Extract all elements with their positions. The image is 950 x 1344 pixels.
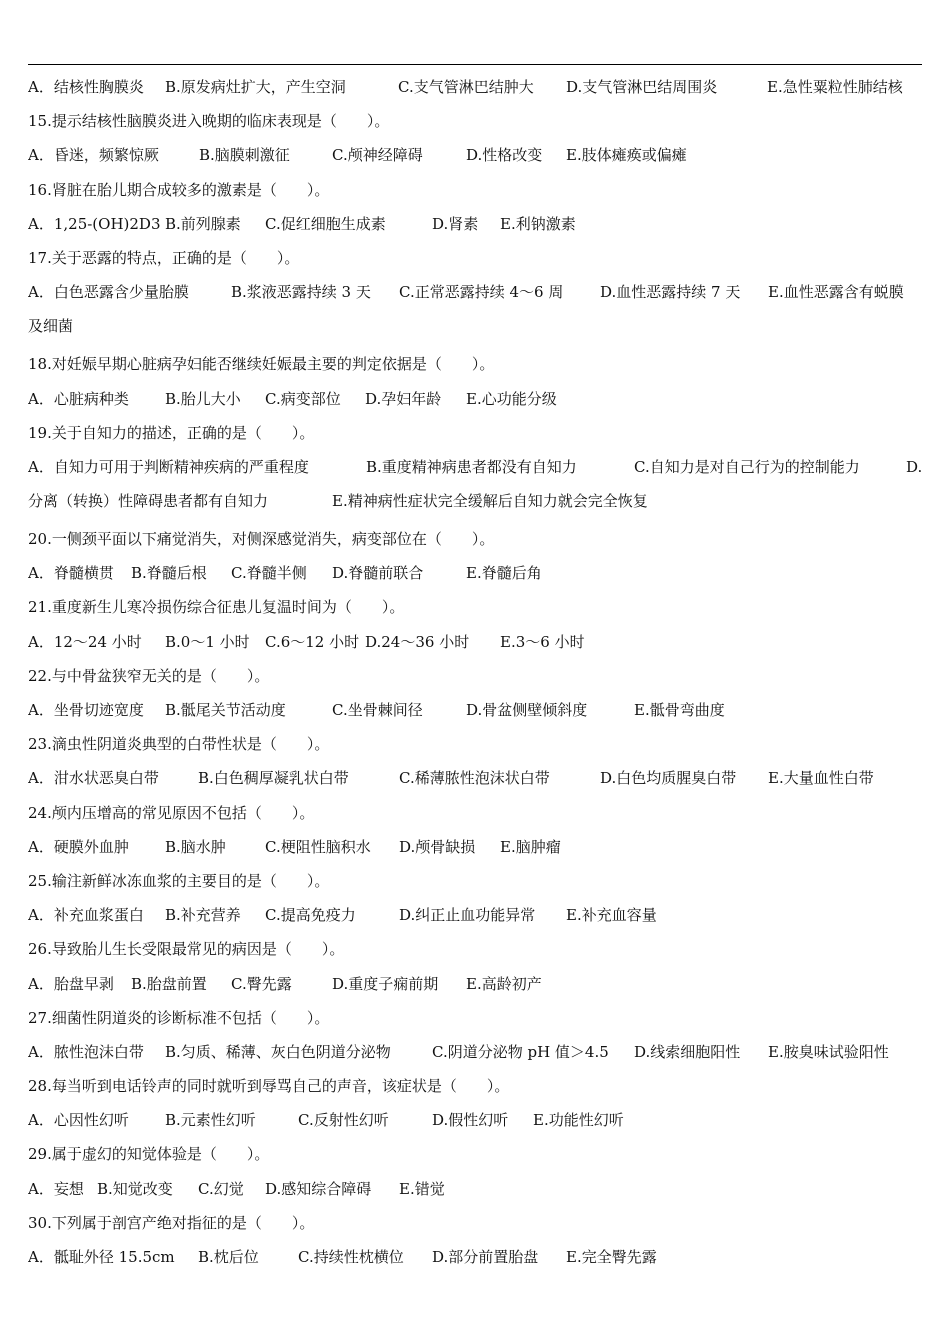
answer-option: A．自知力可用于判断精神疾病的严重程度 xyxy=(28,457,309,476)
continuation-text: 及细菌 xyxy=(28,317,74,336)
answer-options-line xyxy=(28,450,928,484)
answer-option: B.元素性幻听 xyxy=(165,1111,256,1130)
answer-option: C.自知力是对自己行为的控制能力 xyxy=(634,457,860,476)
answer-option: B.白色稠厚凝乳状白带 xyxy=(198,769,349,788)
question-stem: 28.每当听到电话铃声的同时就听到辱骂自己的声音，该症状是（ ）。 xyxy=(28,1077,510,1096)
answer-option: D.颅骨缺损 xyxy=(399,837,476,856)
document-body xyxy=(28,70,928,1274)
answer-option: C.阴道分泌物 pH 值＞4.5 xyxy=(432,1042,609,1061)
answer-option: D.假性幻听 xyxy=(432,1111,509,1130)
answer-option: B.匀质、稀薄、灰白色阴道分泌物 xyxy=(165,1042,391,1061)
answer-option: A．结核性胸膜炎 xyxy=(28,78,144,96)
answer-option: D.支气管淋巴结周围炎 xyxy=(566,78,718,96)
answer-options-line xyxy=(28,207,928,241)
answer-options-line xyxy=(28,898,928,932)
answer-options-line xyxy=(28,556,928,590)
answer-option: E.补充血容量 xyxy=(566,906,657,925)
answer-option: B.前列腺素 xyxy=(165,214,241,233)
answer-option: C.促红细胞生成素 xyxy=(265,214,386,233)
answer-option: B.知觉改变 xyxy=(97,1179,173,1198)
answer-option: E.胺臭味试验阳性 xyxy=(768,1042,889,1061)
answer-option: D.线索细胞阳性 xyxy=(634,1042,741,1061)
answer-option: D.部分前置胎盘 xyxy=(432,1248,539,1266)
question-stem: 26.导致胎儿生长受限最常见的病因是（ ）。 xyxy=(28,940,345,959)
answer-option: E.心功能分级 xyxy=(466,389,557,408)
question-stem: 24.颅内压增高的常见原因不包括（ ）。 xyxy=(28,803,315,822)
answer-option: C.稀薄脓性泡沫状白带 xyxy=(399,769,550,788)
answer-options-line xyxy=(28,275,928,309)
answer-option: D.孕妇年龄 xyxy=(365,389,442,408)
answer-option: D.肾素 xyxy=(432,214,479,233)
answer-options-line xyxy=(28,830,928,864)
answer-option: C.正常恶露持续 4～6 周 xyxy=(399,283,564,302)
answer-option: D.性格改变 xyxy=(466,146,543,165)
answer-option: B.胎儿大小 xyxy=(165,389,241,408)
question-stem: 19.关于自知力的描述，正确的是（ ）。 xyxy=(28,423,315,442)
question-stem: 23.滴虫性阴道炎典型的白带性状是（ ）。 xyxy=(28,735,330,754)
answer-option: D. xyxy=(906,457,923,476)
question-stem: 22.与中骨盆狭窄无关的是（ ）。 xyxy=(28,666,270,685)
answer-options-line xyxy=(28,484,928,522)
answer-option: E.脑肿瘤 xyxy=(500,837,561,856)
answer-option: E.精神病性症状完全缓解后自知力就会完全恢复 xyxy=(332,492,648,511)
answer-option: C.提高免疫力 xyxy=(265,906,356,925)
answer-option: B.脑膜刺激征 xyxy=(199,146,290,165)
answer-option: E.骶骨弯曲度 xyxy=(634,701,725,719)
answer-option: A．胎盘早剥 xyxy=(28,974,114,993)
answer-option: 分离（转换）性障碍患者都有自知力 xyxy=(28,492,269,511)
answer-options-line xyxy=(28,1240,928,1274)
answer-option: B.枕后位 xyxy=(198,1248,259,1266)
answer-option: E.3～6 小时 xyxy=(500,632,585,651)
question-stem: 17.关于恶露的特点，正确的是（ ）。 xyxy=(28,248,300,267)
answer-option: E.急性粟粒性肺结核 xyxy=(767,78,903,96)
answer-option: E.大量血性白带 xyxy=(768,769,874,788)
answer-option: C.幻觉 xyxy=(198,1179,244,1198)
answer-options-line xyxy=(28,761,928,795)
answer-options-line xyxy=(28,1103,928,1137)
answer-options-line xyxy=(28,138,928,172)
answer-option: E.高龄初产 xyxy=(466,974,542,993)
answer-option: C.臀先露 xyxy=(231,974,292,993)
answer-option: E.错觉 xyxy=(399,1179,445,1198)
answer-option: E.利钠激素 xyxy=(500,214,576,233)
answer-option: A．补充血浆蛋白 xyxy=(28,906,144,925)
answer-option: A．白色恶露含少量胎膜 xyxy=(28,283,189,302)
answer-option: B.补充营养 xyxy=(165,906,241,925)
answer-option: B.原发病灶扩大，产生空洞 xyxy=(165,78,346,96)
answer-option: B.0～1 小时 xyxy=(165,632,250,651)
answer-option: E.血性恶露含有蜕膜 xyxy=(768,283,904,302)
answer-option: C.支气管淋巴结肿大 xyxy=(398,78,534,96)
answer-option: A．心脏病种类 xyxy=(28,389,129,408)
answer-option: C.持续性枕横位 xyxy=(298,1248,404,1266)
answer-option: A．脊髓横贯 xyxy=(28,564,114,583)
header-rule xyxy=(28,64,922,65)
answer-option: C.6～12 小时 xyxy=(265,632,360,651)
question-stem: 30.下列属于剖宫产绝对指征的是（ ）。 xyxy=(28,1213,315,1232)
answer-option: A．心因性幻听 xyxy=(28,1111,129,1130)
question-stem: 29.属于虚幻的知觉体验是（ ）。 xyxy=(28,1145,270,1164)
question-stem: 20.一侧颈平面以下痛觉消失，对侧深感觉消失，病变部位在（ ）。 xyxy=(28,530,495,549)
answer-option: D.重度子痫前期 xyxy=(332,974,439,993)
answer-option: B.脑水肿 xyxy=(165,837,226,856)
answer-option: A．昏迷，频繁惊厥 xyxy=(28,146,159,165)
answer-option: A．脓性泡沫白带 xyxy=(28,1042,144,1061)
answer-option: E.功能性幻听 xyxy=(533,1111,624,1130)
answer-option: A．12～24 小时 xyxy=(28,632,142,651)
question-stem: 15.提示结核性脑膜炎进入晚期的临床表现是（ ）。 xyxy=(28,112,390,131)
answer-option: B.骶尾关节活动度 xyxy=(165,701,286,719)
answer-options-line xyxy=(28,693,928,727)
answer-option: B.浆液恶露持续 3 天 xyxy=(231,283,371,302)
answer-options-line xyxy=(28,967,928,1001)
answer-option: A．妄想 xyxy=(28,1179,84,1198)
answer-option: A．硬膜外血肿 xyxy=(28,837,129,856)
answer-options-line xyxy=(28,70,928,104)
answer-option: D.血性恶露持续 7 天 xyxy=(600,283,741,302)
answer-option: B.脊髓后根 xyxy=(131,564,207,583)
answer-option: C.坐骨棘间径 xyxy=(332,701,423,719)
answer-options-line xyxy=(28,382,928,416)
answer-option: C.病变部位 xyxy=(265,389,341,408)
answer-option: D.24～36 小时 xyxy=(365,632,470,651)
question-stem: 16.肾脏在胎儿期合成较多的激素是（ ）。 xyxy=(28,180,330,199)
answer-option: D.感知综合障碍 xyxy=(265,1179,372,1198)
answer-option: D.纠正止血功能异常 xyxy=(399,906,536,925)
question-stem: 27.细菌性阴道炎的诊断标准不包括（ ）。 xyxy=(28,1008,330,1027)
question-stem: 25.输注新鲜冰冻血浆的主要目的是（ ）。 xyxy=(28,871,330,890)
answer-option: C.反射性幻听 xyxy=(298,1111,389,1130)
answer-option: E.完全臀先露 xyxy=(566,1248,657,1266)
answer-option: C.颅神经障碍 xyxy=(332,146,423,165)
answer-option: C.脊髓半侧 xyxy=(231,564,307,583)
answer-option: B.重度精神病患者都没有自知力 xyxy=(366,457,577,476)
answer-option: A．坐骨切迹宽度 xyxy=(28,701,144,719)
question-stem: 21.重度新生儿寒冷损伤综合征患儿复温时间为（ ）。 xyxy=(28,598,405,617)
answer-option: A．骶耻外径 15.5cm xyxy=(28,1248,175,1266)
answer-option: C.梗阻性脑积水 xyxy=(265,837,371,856)
answer-option: D.骨盆侧壁倾斜度 xyxy=(466,701,588,719)
answer-options-line xyxy=(28,625,928,659)
answer-option: D.脊髓前联合 xyxy=(332,564,424,583)
answer-option: A．泔水状恶臭白带 xyxy=(28,769,159,788)
answer-option: B.胎盘前置 xyxy=(131,974,207,993)
answer-option: E.肢体瘫痪或偏瘫 xyxy=(566,146,687,165)
answer-option: E.脊髓后角 xyxy=(466,564,542,583)
answer-option: D.白色均质腥臭白带 xyxy=(600,769,737,788)
answer-options-line xyxy=(28,1035,928,1069)
answer-option: A．1,25-(OH)2D3 xyxy=(28,214,161,233)
answer-options-line xyxy=(28,1172,928,1206)
question-stem: 18.对妊娠早期心脏病孕妇能否继续妊娠最主要的判定依据是（ ）。 xyxy=(28,355,495,374)
